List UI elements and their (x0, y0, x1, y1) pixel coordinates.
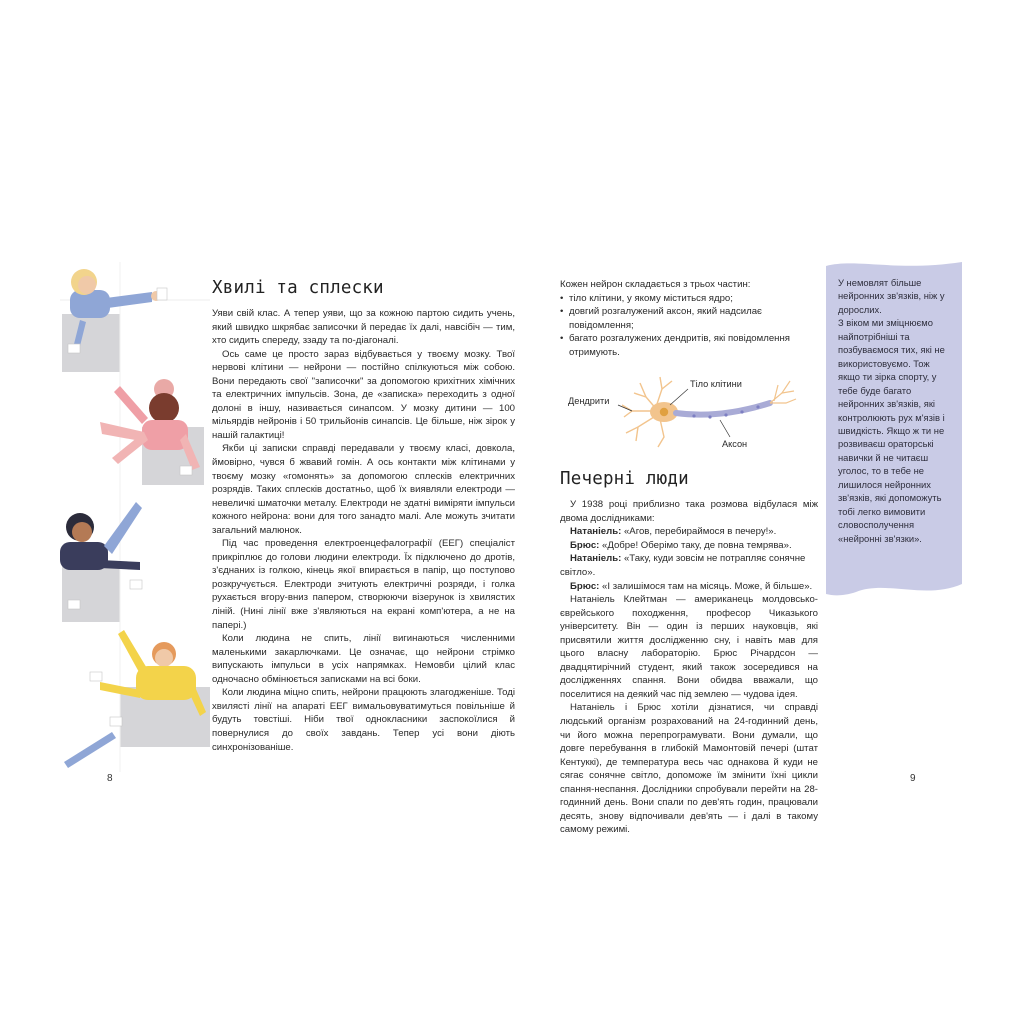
dendrites-pointer (618, 405, 632, 411)
label-dendrites: Дендрити (568, 396, 610, 407)
dialog-line: Натаніель: «Таку, куди зовсім не потрапляє сонячне світло». (560, 553, 806, 579)
paragraph-3: Якби ці записки справді передавали у твоєму класі, довкола, ймовірно, чувся б жвавий гомін. А ось контакти між клітинами у твоєму мозку «гомонять» за допомогою сплесків електричних розрядів. Таких сплесків достатньо, щоб їх виявляли електроди — невеличкі шматочки металу. Електроди не здатні виміряти імпульси кожного нейрона: вони для того занадто малі. Але можуть зчитати загальний малюнок. (212, 443, 515, 536)
sidebar-text (838, 276, 952, 545)
neuron-illustration (560, 367, 818, 455)
paragraph-5: Коли людина не спить, лінії вигинаються численними маленькими закарлючками. Це означає, що нейрони стрімко випускають імпульси в усіх напрямках. Немовби цілий клас одночасно обмінюється записками на всі боки. (212, 633, 515, 685)
page-number-left: 8 (107, 773, 113, 784)
sidebar-paragraph-2: З віком ми зміцнюємо найпотрібніші та позбуваємося тих, які не використовуємо. Тож якщо ти зірка спорту, у тебе буде багато нейронних зв'язків, які контролюють рух м'язів і швидкість. Якщо ж ти не розвиваєш ораторські навички й не читаєш уголос, то в тебе не лишилося нейронних зв'язків, які допоможуть тобі легко вимовити словосполучення «нейронні зв'язки». (838, 317, 945, 544)
label-axon: Аксон (722, 439, 748, 450)
nucleus-shape (660, 408, 668, 416)
neuron-diagram (560, 367, 818, 455)
left-page-text (212, 278, 515, 754)
dialog-line: Брюс: «І залишімося там на місяць. Може, й більше». (570, 580, 813, 592)
neuron-parts-list (560, 292, 818, 360)
dialog-intro: У 1938 році приблизно така розмова відбулася між двома дослідниками: (560, 499, 818, 524)
page-number-right: 9 (910, 773, 916, 784)
sidebar-fact-box (826, 262, 962, 600)
axon-terminals (770, 381, 796, 403)
axon-pointer (720, 420, 730, 437)
label-cell-body: Тіло клітини (690, 379, 742, 390)
right-page-text (560, 278, 818, 837)
list-item: • довгий розгалужений аксон, який надсилає повідомлення; (560, 305, 818, 332)
classroom-illustration (60, 262, 210, 772)
neuron-parts-intro: Кожен нейрон складається з трьох частин: (560, 279, 751, 290)
sidebar-paragraph-1: У немовлят більше нейронних зв'язків, ніж у дорослих. (838, 277, 945, 315)
dialog-line: Брюс: «Добре! Оберімо таку, де повна темрява». (570, 539, 792, 551)
heading-cave-people: Печерні люди (560, 469, 689, 490)
desk-1 (62, 314, 120, 372)
paragraph-6: Коли людина міцно спить, нейрони працюють злагодженіше. Тоді хвилясті лінії на апараті ЕЕГ вимальовуватимуться повільніше й будуть товстіші. Ніби твої однокласники заспокоїлися й повернулися до своїх завдань. Тепер усі вони діють синхронізованіше. (212, 687, 515, 753)
list-item: • багато розгалужених дендритів, які повідомлення отримують. (560, 332, 818, 359)
dialog-line: Натаніель: «Агов, перебираймося в печеру!». (570, 526, 777, 538)
paragraph-2: Ось саме це просто зараз відбувається у твоєму мозку. Твої нервові клітини — нейрони — постійно спілкуються між собою. Вони передають свої "записочки" за допомогою крихітних хімічних та електричних імпульсів. Зона, де «записка» переходить з одної долоні в іншу, називається синапсом. У мозку дитини — 100 мільярдів нейронів і 50 трильйонів синапсів. Це більше, ніж зірок у нашій галактиці! (212, 348, 515, 441)
dialog (560, 525, 818, 593)
axon-shape (676, 403, 770, 415)
heading-waves-and-bursts: Хвилі та сплески (212, 278, 384, 298)
desk-3 (62, 564, 120, 622)
cell-body-pointer (670, 389, 688, 405)
paragraph-experiment: Натаніель і Брюс хотіли дізнатися, чи справді людський організм розрахований на 24-годинний день, чи його можна перепрограмувати. Вони думали, що довге перебування в глибокій Мамонтовій печері (штат Кентуккі), де температура весь час однакова й куди не сягає сонячне світло, допоможе їм змінити їхні цикли спання-неспання. Дослідники спробували перейти на 28-годинний день. Вони спали по дев'ять годин, працювали десять, знову відпочивали дев'ять — і далі в такому самому режимі. (560, 702, 818, 836)
children-passing-notes-illustration (60, 262, 210, 772)
paragraph-1: Уяви свій клас. А тепер уяви, що за кожною партою сидить учень, який швидко шкрябає записочки й передає їх далі, навсібіч — тим, хто сидить спереду, ззаду та по-діагоналі. (212, 308, 515, 347)
paragraph-kleitman: Натаніель Клейтман — американець молдовсько-єврейського походження, професор Чиказького університету. Він — один із перших науковців, які присвятили життя дослідженню сну, і навіть мав для цього власну лабораторію. Брюс Річардсон — двадцятирічний студент, який також зосередився на дослідженнях спання. Вони обидва вважали, що поселитися на деякий час під землею — чудова ідея. (560, 594, 818, 700)
list-item: • тіло клітини, у якому міститься ядро; (560, 292, 818, 306)
paragraph-4: Під час проведення електроенцефалографії (ЕЕГ) спеціаліст прикріплює до голови людини електроди. Їх підключено до дротів, з'єднаних із голкою, кінець якої впирається в папір, що поступово розкручується. Електроди зчитують електричні розряди, і голка рухається вгору-вниз папером, створюючи візерунок із хвилястих ліній. (Нині лінії вже з'являються на екрані комп'ютера, а не на папері.) (212, 538, 515, 631)
